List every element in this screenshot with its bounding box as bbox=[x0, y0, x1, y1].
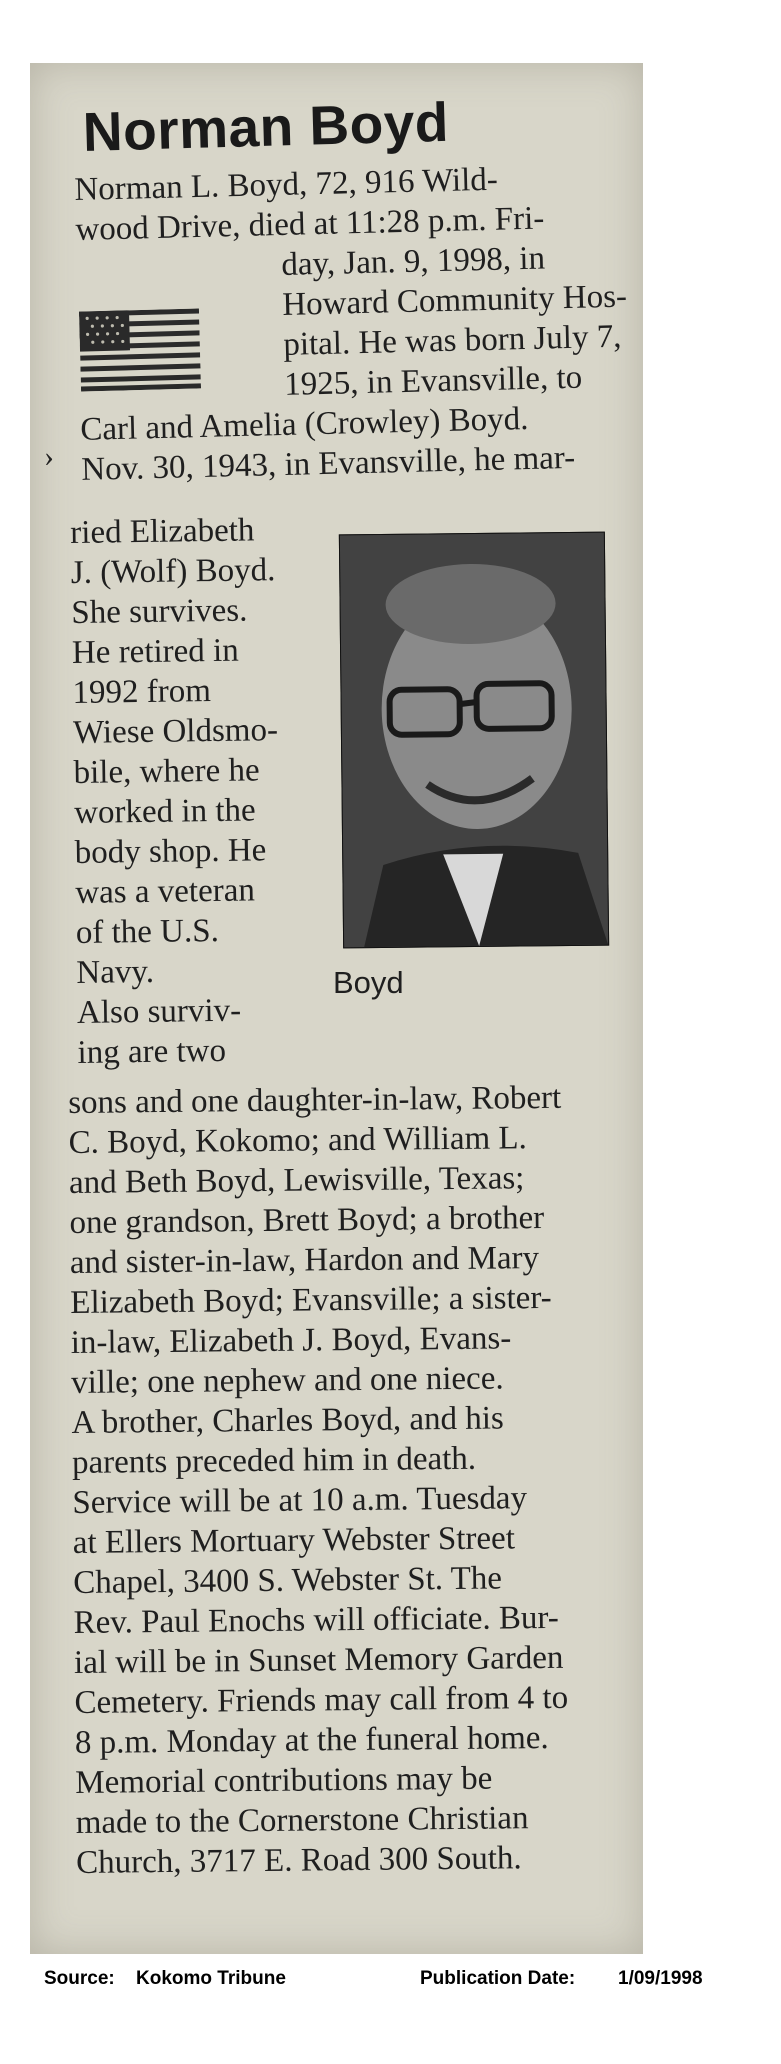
publication-date-value: 1/09/1998 bbox=[618, 1968, 703, 1989]
text-line: 1992 from bbox=[72, 673, 212, 711]
publication-date-label: Publication Date: bbox=[420, 1968, 576, 1989]
text-line: Howard Community Hos- bbox=[281, 278, 628, 323]
text-line: ial will be in Sunset Memory Garden bbox=[73, 1639, 564, 1681]
text-line: Chapel, 3400 S. Webster St. The bbox=[73, 1560, 503, 1601]
portrait-photo bbox=[339, 532, 609, 949]
photo-caption: Boyd bbox=[333, 965, 404, 1000]
text-line: A brother, Charles Boyd, and his bbox=[71, 1400, 504, 1441]
obituary-headline: Norman Boyd bbox=[82, 90, 450, 163]
text-line: Rev. Paul Enochs will officiate. Bur- bbox=[73, 1599, 559, 1641]
american-flag-icon bbox=[79, 308, 201, 391]
text-line: of the U.S. bbox=[75, 912, 220, 951]
text-line: and sister-in-law, Hardon and Mary bbox=[69, 1240, 540, 1281]
text-line: parents preceded him in death. bbox=[71, 1440, 477, 1481]
text-line: worked in the bbox=[73, 792, 256, 831]
text-line: Navy. bbox=[76, 953, 155, 991]
source-label: Source: bbox=[44, 1968, 115, 1989]
obituary-paragraph-bottom bbox=[68, 1077, 614, 1883]
text-line: bile, where he bbox=[73, 752, 260, 791]
margin-mark: › bbox=[44, 440, 54, 473]
text-line: Nov. 30, 1943, in Evansville, he mar- bbox=[80, 439, 576, 488]
text-line: in-law, Elizabeth J. Boyd, Evans- bbox=[70, 1320, 512, 1361]
text-line: ville; one nephew and one niece. bbox=[70, 1360, 504, 1401]
source-value: Kokomo Tribune bbox=[136, 1968, 286, 1989]
text-line: Service will be at 10 a.m. Tuesday bbox=[72, 1480, 528, 1521]
text-line: was a veteran bbox=[75, 872, 256, 911]
text-line: Church, 3717 E. Road 300 South. bbox=[75, 1840, 522, 1881]
text-line: day, Jan. 9, 1998, in bbox=[280, 240, 546, 283]
text-line: She survives. bbox=[71, 592, 248, 631]
text-line: ing are two bbox=[77, 1032, 227, 1071]
obituary-paragraph-left bbox=[70, 510, 303, 1073]
text-line: Also surviv- bbox=[76, 992, 242, 1031]
text-line: one grandson, Brett Boyd; a brother bbox=[69, 1200, 545, 1241]
text-line: at Ellers Mortuary Webster Street bbox=[72, 1520, 516, 1561]
text-line: body shop. He bbox=[74, 832, 267, 871]
text-line: He retired in bbox=[71, 632, 239, 671]
text-line: Elizabeth Boyd; Evansville; a sister- bbox=[70, 1279, 552, 1321]
text-line: wood Drive, died at 11:28 p.m. Fri- bbox=[75, 200, 545, 248]
text-line: 1925, in Evansville, to bbox=[283, 359, 583, 403]
text-line: ried Elizabeth bbox=[70, 512, 255, 551]
text-line: pital. He was born July 7, bbox=[282, 318, 622, 363]
text-line: Cemetery. Friends may call from 4 to bbox=[74, 1679, 569, 1721]
text-line: sons and one daughter-in-law, Robert bbox=[68, 1079, 562, 1121]
text-line: Wiese Oldsmo- bbox=[72, 712, 279, 751]
text-line: and Beth Boyd, Lewisville, Texas; bbox=[68, 1160, 525, 1201]
text-line: made to the Cornerstone Christian bbox=[75, 1800, 529, 1841]
text-line: 8 p.m. Monday at the funeral home. bbox=[74, 1720, 549, 1761]
text-line: C. Boyd, Kokomo; and William L. bbox=[68, 1120, 528, 1161]
text-line: Memorial contributions may be bbox=[75, 1760, 493, 1801]
text-line: Carl and Amelia (Crowley) Boyd. bbox=[79, 400, 529, 448]
text-line: Norman L. Boyd, 72, 916 Wild- bbox=[74, 161, 499, 208]
text-line: J. (Wolf) Boyd. bbox=[70, 552, 276, 591]
